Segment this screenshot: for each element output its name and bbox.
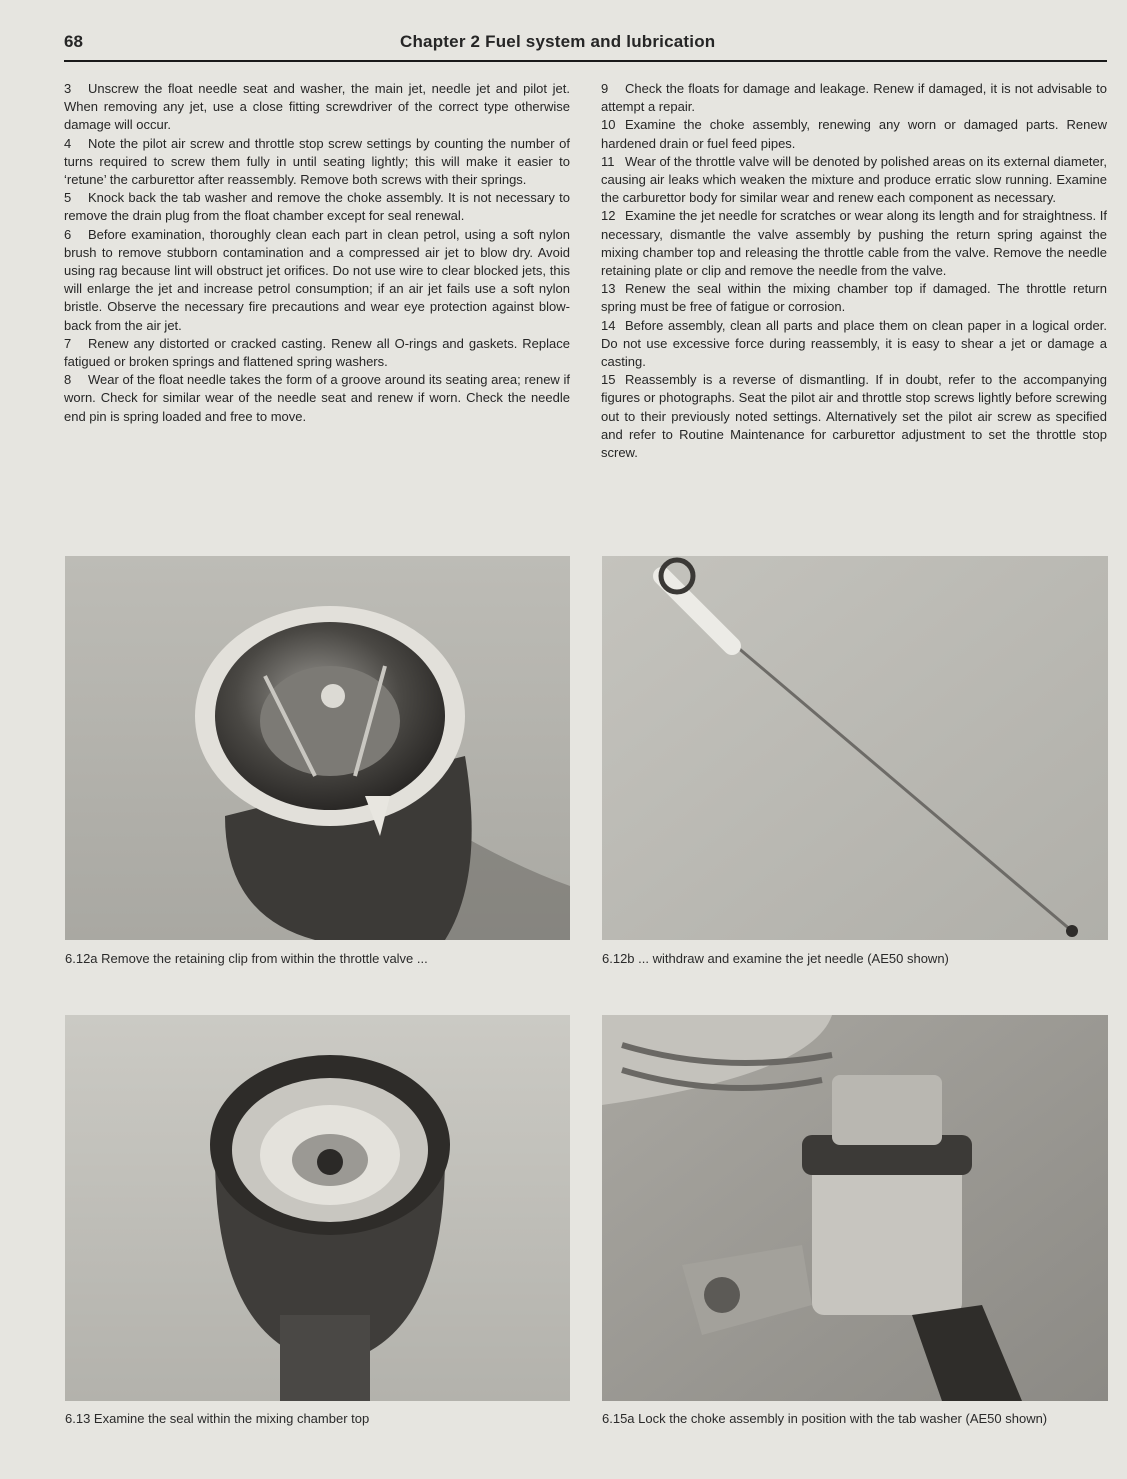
photo-choke-assembly [602,1015,1108,1401]
paragraph [601,80,1107,116]
paragraph [601,371,1107,462]
paragraph [64,371,570,426]
paragraph [601,153,1107,208]
paragraph-text: Wear of the float needle takes the form of a groove around its seating area; renew if worn. Check for similar wear of the needle seat and renew if worn. Check the needle end pin is spring loaded and free to move. [64,372,570,424]
paragraph [64,135,570,190]
paragraph-text: Before assembly, clean all parts and place them on clean paper in a logical order. Do not use excessive force during reassembly, it is easy to shear a jet or damage a casting. [601,317,1107,370]
figure-caption-6-13: 6.13 Examine the seal within the mixing chamber top [65,1411,370,1426]
header-rule [64,60,1107,62]
paragraph-text: Examine the jet needle for scratches or wear along its length and for straightness. If necessary, dismantle the valve assembly by pushing the return spring against the mixing chamber top and releasing the throttle cable from the valve. Remove the needle retaining plate or clip and remove the needle from the valve. [601,208,1107,279]
page-number: 68 [64,32,83,51]
paragraph-text: Unscrew the float needle seat and washer, the main jet, needle jet and pilot jet. When removing any jet, use a close fitting screwdriver of the correct type otherwise damage will occur. [64,81,570,133]
paragraph [64,80,570,135]
paragraph-text: Check the floats for damage and leakage. Renew if damaged, it is not advisable to attempt a repair. [601,81,1107,115]
paragraph [601,280,1107,316]
figure-caption-6-15a: 6.15a Lock the choke assembly in position with the tab washer (AE50 shown) [602,1411,1048,1426]
paragraph-text: Knock back the tab washer and remove the choke assembly. It is not necessary to remove the drain plug from the float chamber except for seal renewal. [64,190,570,224]
paragraph [601,116,1107,152]
left-text-column [64,80,570,426]
paragraph-text: Note the pilot air screw and throttle stop screw settings by counting the number of turns required to screw them fully in until seating lightly; this will make it easier to ‘retune’ the carburettor after reassembly. Remove both screws with their springs. [64,135,570,188]
paragraph-number: 9 [601,81,609,96]
paragraph [64,335,570,371]
paragraph-text: Renew the seal within the mixing chamber top if damaged. The throttle return spring must be free of fatigue or corrosion. [601,281,1107,315]
paragraph-text: Reassembly is a reverse of dismantling. If in doubt, refer to the accompanying figures or photographs. Seat the pilot air and throttle stop screws lightly before screwing out to their previously noted settings. Alternatively set the pilot air screw as specified and refer to Routine Maintenance for carburettor adjustment to set the throttle stop screw. [601,372,1107,461]
paragraph-number: 12 [601,208,616,224]
paragraph-number: 3 [64,81,72,96]
paragraph-text: Examine the choke assembly, renewing any worn or damaged parts. Renew hardened drain or fuel feed pipes. [601,117,1107,151]
right-text-column [601,80,1107,462]
page-header [64,28,1107,62]
photo-mixing-chamber-seal [65,1015,570,1401]
paragraph [64,226,570,335]
paragraph-number: 6 [64,226,72,242]
paragraph-number: 5 [64,190,72,206]
paragraph-number: 14 [601,317,616,333]
paragraph-number: 4 [64,135,72,151]
paragraph [601,207,1107,280]
figure-caption-6-12a: 6.12a Remove the retaining clip from within the throttle valve ... [65,951,428,966]
figure-caption-6-12b: 6.12b ... withdraw and examine the jet needle (AE50 shown) [602,951,949,966]
paragraph-text: Wear of the throttle valve will be denoted by polished areas on its external diameter, causing air leaks which weaken the mixture and produce erratic slow running. Examine the carburettor body for similar wear and renew each component as necessary. [601,153,1107,206]
paragraph-number: 13 [601,281,616,297]
paragraph-number: 11 [601,153,615,169]
photo-jet-needle [602,556,1108,940]
paragraph-number: 10 [601,117,616,133]
paragraph-number: 15 [601,372,616,388]
paragraph [601,317,1107,372]
paragraph-number: 7 [64,335,72,351]
paragraph-number: 8 [64,372,72,388]
paragraph-text: Before examination, thoroughly clean each part in clean petrol, using a soft nylon brush to remove stubborn contamination and a compressed air jet to blow dry. Avoid using rag because lint will obstruct jet orifices. Do not use wire to clear blocked jets, this will enlarge the jet and increase petrol consumption; if an air jet fails use a soft nylon bristle. Observe the necessary fire precautions and wear eye protection against blow-back from the air jet. [64,226,570,333]
chapter-title: Chapter 2 Fuel system and lubrication [400,32,716,51]
paragraph-text: Renew any distorted or cracked casting. Renew all O-rings and gaskets. Replace fatigued or broken springs and flattened spring washers. [64,335,570,370]
paragraph [64,189,570,225]
photo-throttle-valve [65,556,570,940]
